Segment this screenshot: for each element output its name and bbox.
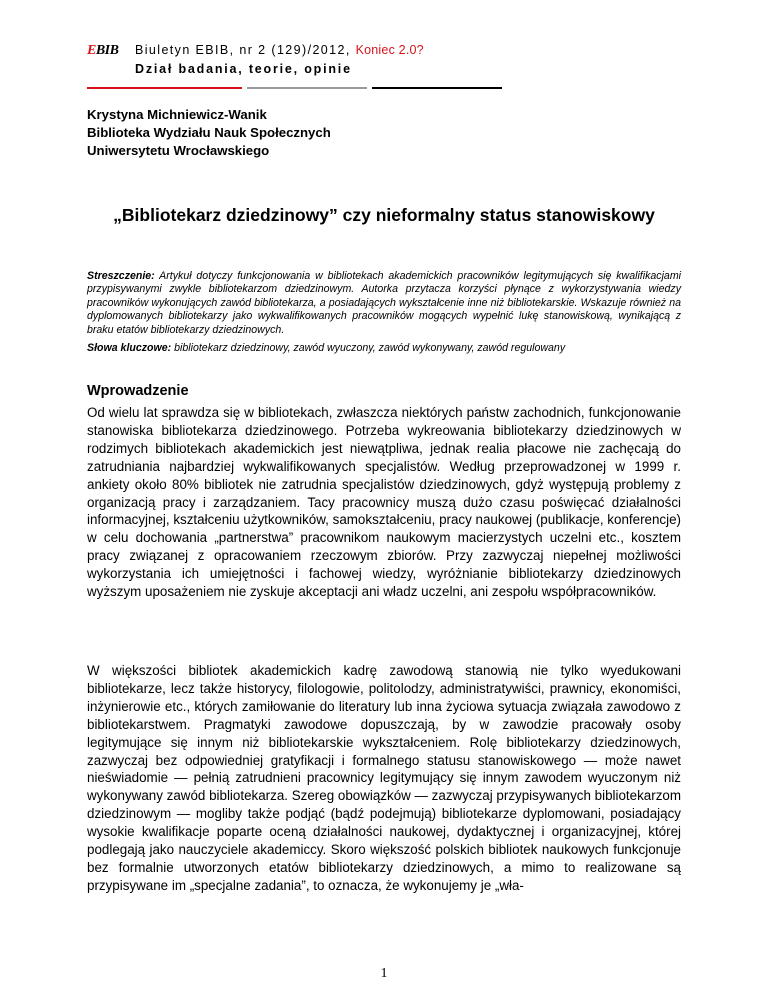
keywords xyxy=(87,342,687,354)
author-affiliation: Biblioteka Wydziału Nauk Społecznych xyxy=(87,125,331,140)
gray-rule xyxy=(247,87,367,89)
red-rule xyxy=(87,87,242,89)
article-title: „Bibliotekarz dziedzinowy” czy nieformalny status stanowiskowy xyxy=(113,205,655,225)
keywords-text: bibliotekarz dziedzinowy, zawód wyuczony, zawód wykonywany, zawód regulowany xyxy=(171,342,566,354)
page-number: 1 xyxy=(380,966,388,981)
section-name: Dział badania, teorie, opinie xyxy=(135,62,352,76)
header-rules xyxy=(87,87,507,90)
abstract-text: Artykuł dotyczy funkcjonowania w bibliotekach akademickich pracowników legitymujących się kwalifikacjami przypisywanymi zwykle bibliotekarzom dziedzinowym. Autorka przytacza korzyści płynące z wykorzystywania wiedzy pracowników wykonujących zawód bibliotekarza, a posiadających wykształcenie inne niż bibliotekarskie. Wskazuje również na dyplomowanych bibliotekarzy jako wykwalifikowanych pracowników mogących wypełnić lukę stanowiskową, wynikającą z braku etatów bibliotekarzy dziedzinowych. xyxy=(87,270,681,336)
author-affiliation: Uniwersytetu Wrocławskiego xyxy=(87,143,270,158)
journal-name: Biuletyn EBIB, nr 2 (129)/2012, xyxy=(135,43,356,57)
author-name: Krystyna Michniewicz-Wanik xyxy=(87,107,267,122)
journal-issue-line xyxy=(135,43,424,57)
body-paragraph: Od wielu lat sprawdza się w bibliotekach, zwłaszcza niektórych państw zachodnich, funkcjonowanie stanowiska bibliotekarza dziedzinowego. Potrzeba wykreowania bibliotekarzy dziedzinowych w rodzimych bibliotekach akademickich jest niewątpliwa, jednak realia płacowe nie zachęcają do zatrudniania najbardziej wykwalifikowanych specjalistów. Według przeprowadzonej w 1999 r. ankiety około 80% bibliotek nie zatrudnia specjalistów dziedzinowych, gdyż występują problemy z organizacją pracy i zarządzaniem. Tacy pracownicy muszą dużo czasu poświęcać działalności informacyjnej, kształceniu użytkowników, samokształceniu, pracy naukowej (publikacje, konferencje) w celu dochowania „partnerstwa” pracownikom naukowym macierzystych uczelni etc., kosztem pracy związanej z opracowaniem rzeczowym zbiorów. Przy zazwyczaj niepełnej możliwości wykorzystania ich umiejętności i fachowej wiedzy, wyróżnianie bibliotekarzy dziedzinowych wyższym uposażeniem nie zyskuje akceptacji ani władz uczelni, ani zespołu współpracowników. xyxy=(87,405,681,600)
issue-theme: Koniec 2.0? xyxy=(355,43,424,57)
author-block xyxy=(87,106,331,160)
keywords-label: Słowa kluczowe: xyxy=(87,342,172,354)
body-paragraph: W większości bibliotek akademickich kadrę zawodową stanowią nie tylko wyedukowani bibliotekarze, lecz także historycy, filologowie, politolodzy, administratywiści, prawnicy, ekonomiści, inżynierowie etc., których zamiłowanie do literatury lub inna życiowa sytuacja związała zawodowo z bibliotekarstwem. Pragmatyki zawodowe dopuszczają, by w zawodzie pracowały osoby legitymujące się innym niż bibliotekarskie wykształceniem. Rolę bibliotekarzy dziedzinowych, zazwyczaj bez odpowiedniej gratyfikacji i formalnego statusu stanowiskowego — może nawet nieświadomie — pełnią zatrudnieni pracownicy legitymujący się innym zawodem wyuczonym niż wykonywany zawód bibliotekarza. Szereg obowiązków — zazwyczaj przypisywanych bibliotekarzom dziedzinowym — mogliby także podjąć (bądź podejmują) bibliotekarze dyplomowani, posiadający wysokie kwalifikacje poparte oceną działalności naukowej, dydaktycznej i organizacyjnej, której podlegają jako nauczyciele akademiccy. Skoro większość polskich bibliotek naukowych funkcjonuje bez formalnie utworzonych etatów bibliotekarzy dziedzinowych, a mimo to realizowane są przypisywane im „specjalne zadania”, to oznacza, że wykonujemy je „wła- xyxy=(87,663,681,893)
black-rule xyxy=(372,87,502,89)
ebib-logo: EBIB xyxy=(87,43,119,58)
abstract-label: Streszczenie: xyxy=(87,270,155,282)
abstract xyxy=(87,270,681,337)
section-heading: Wprowadzenie xyxy=(87,383,189,399)
